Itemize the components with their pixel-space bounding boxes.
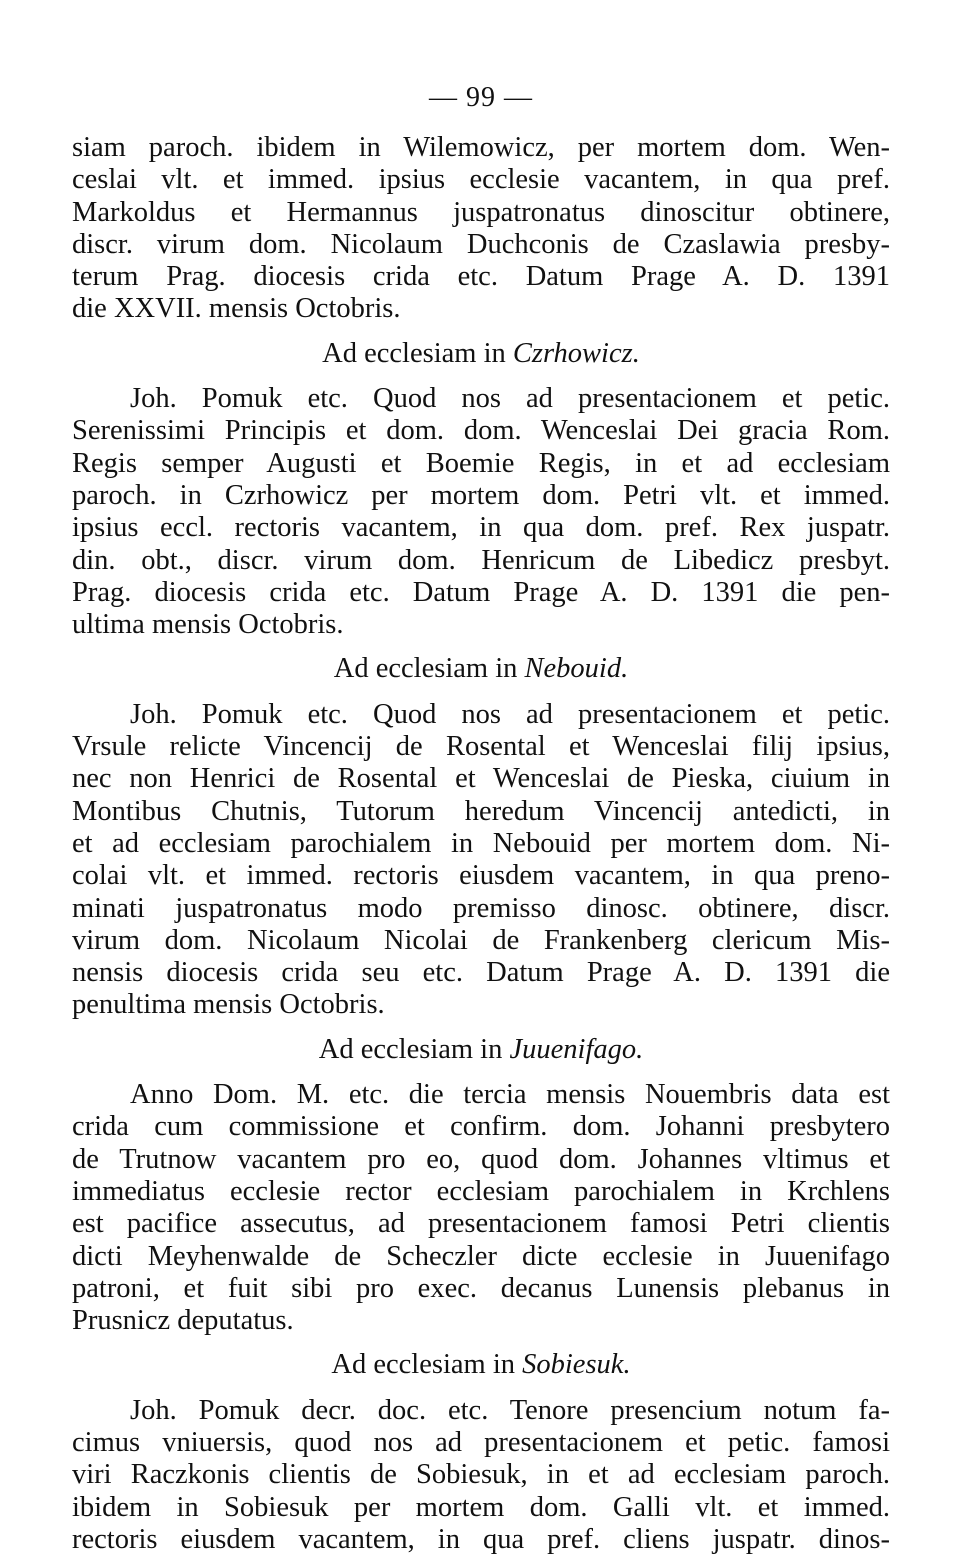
- text-line: patroni, et fuit sibi pro exec. decanus Lunensis plebanus in: [72, 1272, 890, 1304]
- text-line: paroch. in Czrhowicz per mortem dom. Petri vlt. et immed.: [72, 479, 890, 511]
- heading-place: Sobiesuk.: [522, 1349, 631, 1381]
- text-line: est pacifice assecutus, ad presentacionem famosi Petri clientis: [72, 1208, 890, 1240]
- text-line: Anno Dom. M. etc. die tercia mensis Nouembris data est: [130, 1079, 890, 1111]
- entry-juuenifago: [72, 1034, 890, 1338]
- text-line: terum Prag. diocesis crida etc. Datum Prage A. D. 1391: [72, 261, 890, 293]
- text-line: virum dom. Nicolaum Nicolai de Frankenberg clericum Mis-: [72, 924, 890, 956]
- text-line: Joh. Pomuk decr. doc. etc. Tenore presencium notum fa-: [130, 1394, 890, 1426]
- text-line: Serenissimi Principis et dom. dom. Wenceslai Dei gracia Rom.: [72, 415, 890, 447]
- text-line: nec non Henrici de Rosental et Wenceslai de Pieska, ciuium in: [72, 763, 890, 795]
- text-line: Prusnicz deputatus.: [72, 1305, 294, 1337]
- entry-czrhowicz: [72, 338, 890, 642]
- text-line: penultima mensis Octobris.: [72, 989, 385, 1021]
- heading-place: Juuenifago.: [509, 1033, 644, 1065]
- entry-heading: [72, 338, 890, 370]
- text-line: dicti Meyhenwalde de Scheczler dicte ecclesie in Juuenifago: [72, 1240, 890, 1272]
- heading-place: Nebouid.: [524, 653, 629, 685]
- text-line: ultima mensis Octobris.: [72, 609, 344, 641]
- text-line: Prag. diocesis crida etc. Datum Prage A. D. 1391 die pen-: [72, 576, 890, 608]
- entry-nebouid: [72, 653, 890, 1021]
- text-line: nensis diocesis crida seu etc. Datum Prage A. D. 1391 die: [72, 957, 890, 989]
- text-line: die XXVII. mensis Octobris.: [72, 293, 401, 325]
- heading-prefix: Ad ecclesiam in: [333, 653, 525, 685]
- text-line: ceslai vlt. et immed. ipsius ecclesie vacantem, in qua pref.: [72, 164, 890, 196]
- text-line: din. obt., discr. virum dom. Henricum de Libedicz presbyt.: [72, 544, 890, 576]
- text-line: Regis semper Augusti et Boemie Regis, in et ad ecclesiam: [72, 447, 890, 479]
- heading-prefix: Ad ecclesiam in: [331, 1349, 523, 1381]
- text-line: crida cum commissione et confirm. dom. Johanni presbytero: [72, 1111, 890, 1143]
- text-line: minati juspatronatus modo premisso dinosc. obtinere, discr.: [72, 892, 890, 924]
- text-line: discr. virum dom. Nicolaum Duchconis de Czaslawia presby-: [72, 228, 890, 260]
- page-number: — 99 —: [429, 82, 533, 113]
- text-line: Markoldus et Hermannus juspatronatus dinoscitur obtinere,: [72, 196, 890, 228]
- text-line: Montibus Chutnis, Tutorum heredum Vincencij antedicti, in: [72, 795, 890, 827]
- text-line: colai vlt. et immed. rectoris eiusdem vacantem, in qua preno-: [72, 860, 890, 892]
- heading-prefix: Ad ecclesiam in: [322, 337, 513, 369]
- document-page: [72, 78, 890, 1556]
- text-line: ipsius eccl. rectoris vacantem, in qua dom. pref. Rex juspatr.: [72, 512, 890, 544]
- text-line: rectoris eiusdem vacantem, in qua pref. cliens juspatr. dinos-: [72, 1523, 890, 1555]
- text-line: cimus vniuersis, quod nos ad presentacionem et petic. famosi: [72, 1426, 890, 1458]
- text-line: immediatus ecclesie rector ecclesiam parochialem in Krchlens: [72, 1175, 890, 1207]
- text-line: Joh. Pomuk etc. Quod nos ad presentacionem et petic.: [130, 698, 890, 730]
- entry-sobiesuk: [72, 1349, 890, 1556]
- text-line: Joh. Pomuk etc. Quod nos ad presentacionem et petic.: [130, 383, 890, 415]
- entry-continuation: [72, 132, 890, 326]
- entry-heading: [72, 1349, 890, 1381]
- heading-place: Czrhowicz.: [512, 337, 640, 369]
- text-line: viri Raczkonis clientis de Sobiesuk, in et ad ecclesiam paroch.: [72, 1459, 890, 1491]
- text-line: et ad ecclesiam parochialem in Nebouid per mortem dom. Ni-: [72, 827, 890, 859]
- heading-prefix: Ad ecclesiam in: [318, 1033, 510, 1065]
- text-line: ibidem in Sobiesuk per mortem dom. Galli vlt. et immed.: [72, 1491, 890, 1523]
- entry-heading: [72, 653, 890, 685]
- entry-heading: [72, 1034, 890, 1066]
- text-line: siam paroch. ibidem in Wilemowicz, per mortem dom. Wen-: [72, 132, 890, 163]
- text-line: Vrsule relicte Vincencij de Rosental et Wenceslai filij ipsius,: [72, 731, 890, 763]
- text-line: de Trutnow vacantem pro eo, quod dom. Johannes vltimus et: [72, 1143, 890, 1175]
